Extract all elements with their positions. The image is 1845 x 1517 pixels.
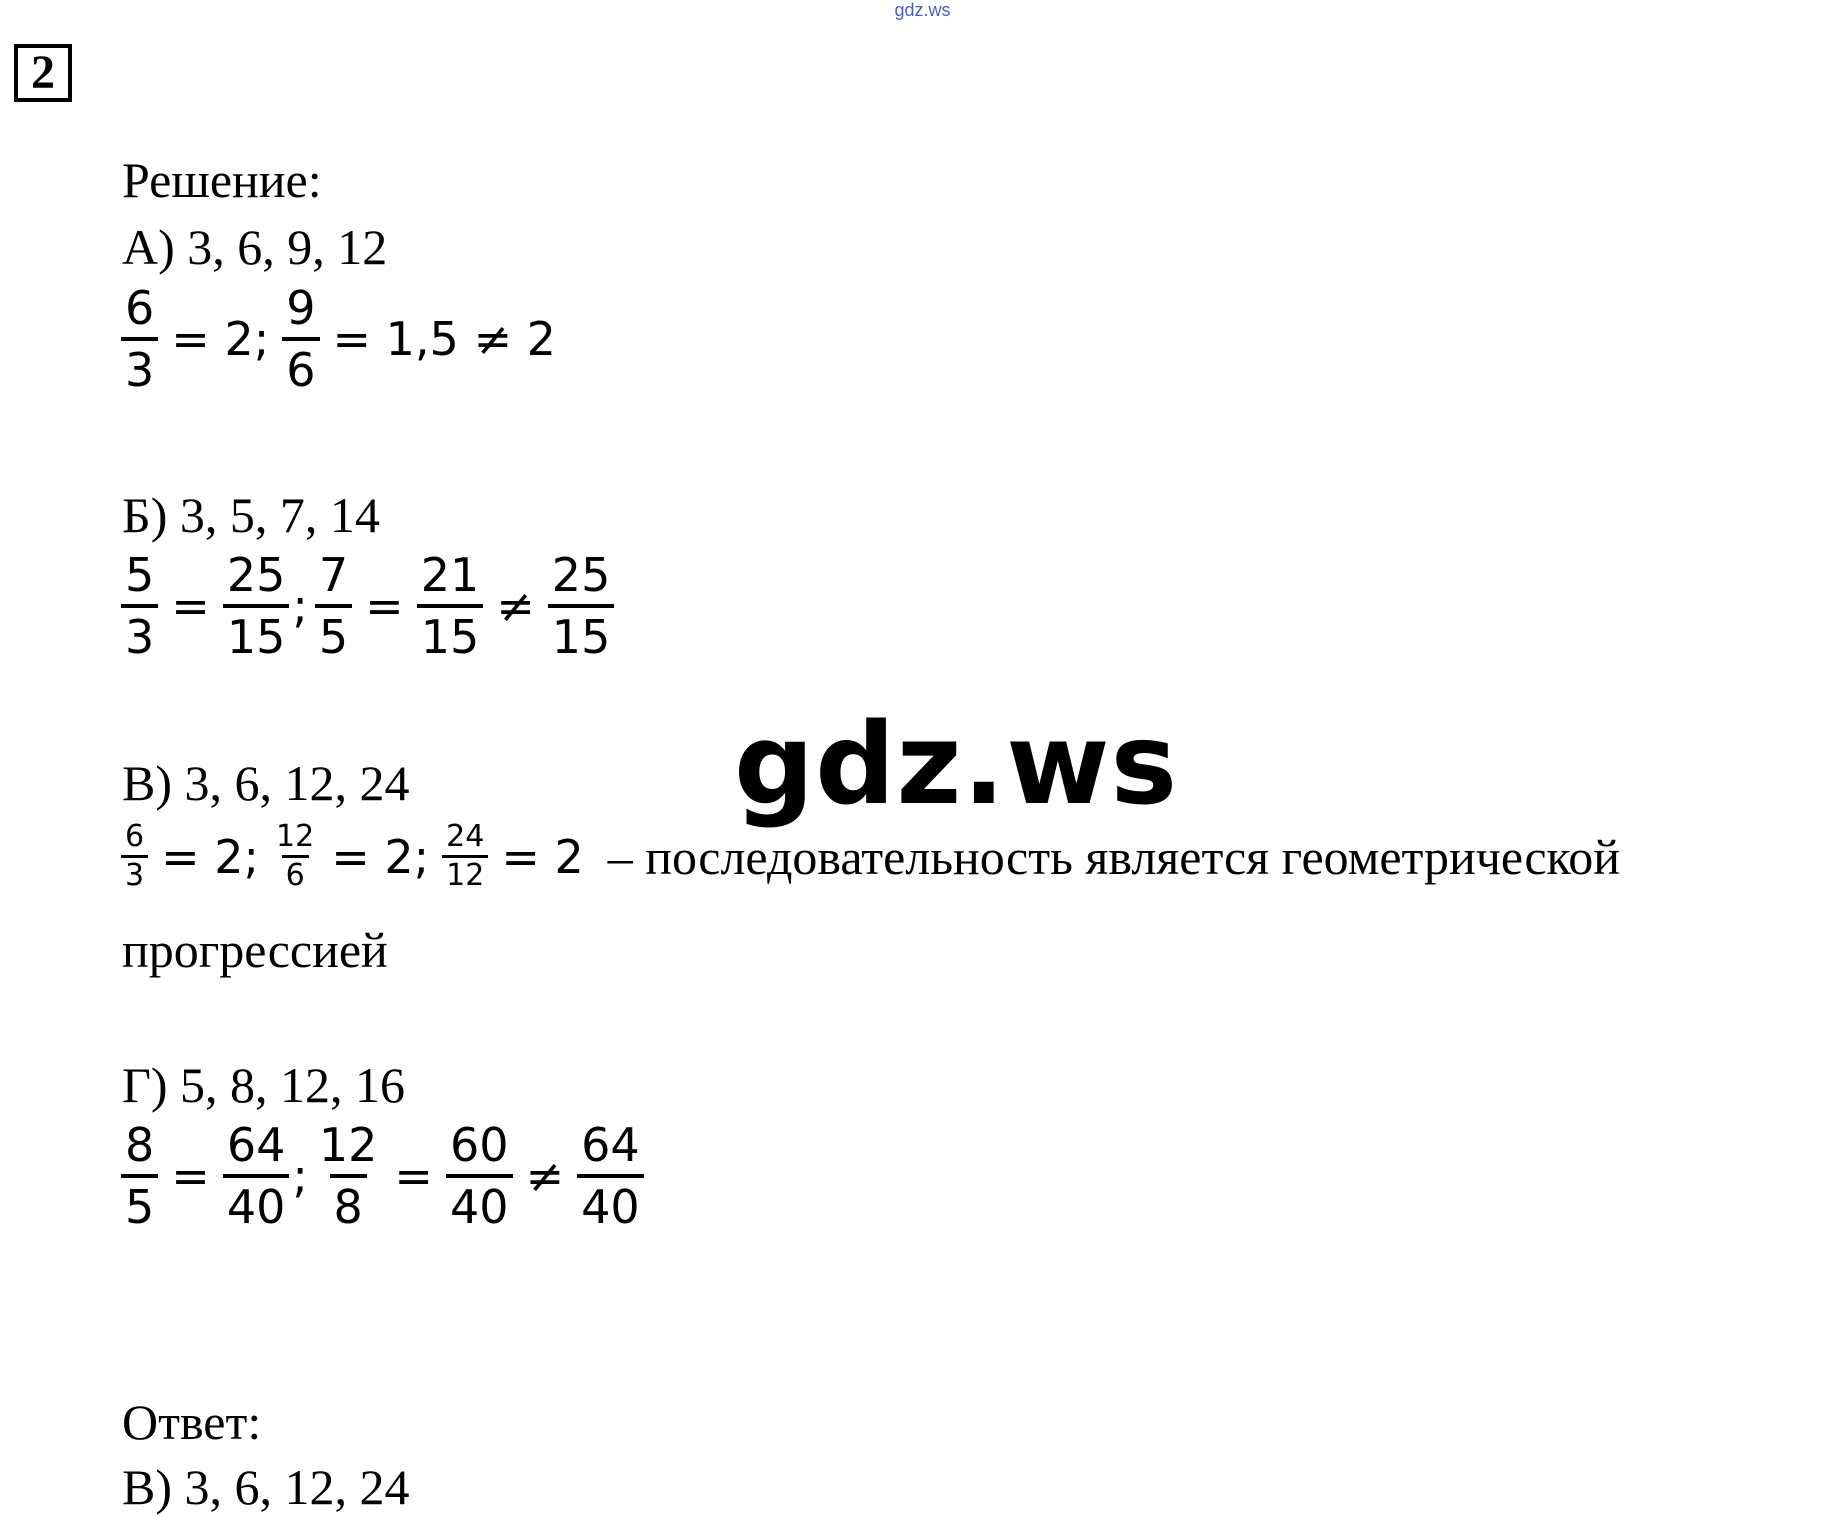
denominator: 15 bbox=[223, 604, 290, 660]
part-d-header: Г) 5, 8, 12, 16 bbox=[122, 1057, 406, 1113]
part-b-header: Б) 3, 5, 7, 14 bbox=[122, 487, 380, 543]
numerator: 6 bbox=[125, 281, 155, 335]
fraction bbox=[548, 548, 615, 664]
math-text: = 2 bbox=[501, 829, 584, 884]
equals-sign: = bbox=[171, 579, 210, 633]
denominator: 6 bbox=[282, 337, 319, 393]
fraction bbox=[121, 819, 148, 893]
fraction bbox=[121, 548, 158, 664]
numerator: 25 bbox=[551, 548, 611, 602]
denominator: 3 bbox=[121, 604, 158, 660]
watermark: gdz.ws bbox=[734, 700, 1179, 830]
site-label: gdz.ws bbox=[894, 0, 951, 20]
task-number: 2 bbox=[31, 46, 55, 99]
denominator: 40 bbox=[577, 1174, 644, 1230]
numerator: 9 bbox=[286, 281, 316, 335]
denominator: 3 bbox=[121, 855, 148, 891]
fraction bbox=[121, 281, 158, 397]
denominator: 12 bbox=[442, 855, 488, 891]
fraction bbox=[446, 1118, 513, 1234]
not-equal-sign: ≠ bbox=[525, 1149, 565, 1203]
fraction bbox=[282, 281, 319, 397]
fraction bbox=[272, 819, 318, 893]
part-c-equation bbox=[118, 819, 1621, 893]
fraction bbox=[315, 1118, 382, 1234]
fraction bbox=[223, 548, 290, 664]
numerator: 60 bbox=[449, 1118, 509, 1172]
separator: ; bbox=[292, 579, 308, 633]
denominator: 8 bbox=[330, 1174, 367, 1230]
task-number-box bbox=[14, 44, 72, 102]
solution-heading: Решение: bbox=[122, 152, 322, 208]
fraction bbox=[417, 548, 484, 664]
denominator: 15 bbox=[417, 604, 484, 660]
denominator: 6 bbox=[282, 855, 309, 891]
numerator: 25 bbox=[226, 548, 286, 602]
conclusion-continued: прогрессией bbox=[122, 922, 388, 978]
numerator: 64 bbox=[226, 1118, 286, 1172]
math-text: = 1,5 ≠ 2 bbox=[332, 312, 556, 366]
denominator: 40 bbox=[446, 1174, 513, 1230]
numerator: 6 bbox=[125, 819, 145, 854]
fraction bbox=[577, 1118, 644, 1234]
denominator: 5 bbox=[315, 604, 352, 660]
math-text: = 2; bbox=[161, 829, 260, 884]
equals-sign: = bbox=[171, 1149, 210, 1203]
numerator: 24 bbox=[446, 819, 485, 854]
denominator: 40 bbox=[223, 1174, 290, 1230]
numerator: 5 bbox=[125, 548, 155, 602]
fraction bbox=[121, 1118, 158, 1234]
denominator: 15 bbox=[548, 604, 615, 660]
math-text: = 2; bbox=[171, 312, 270, 366]
denominator: 3 bbox=[121, 337, 158, 393]
fraction bbox=[442, 819, 488, 893]
part-a-equation bbox=[118, 281, 566, 397]
not-equal-sign: ≠ bbox=[496, 579, 535, 633]
conclusion-text: – последовательность является геометрической bbox=[607, 828, 1621, 885]
part-c-header: В) 3, 6, 12, 24 bbox=[122, 755, 410, 811]
equals-sign: = bbox=[394, 1149, 433, 1203]
fraction bbox=[223, 1118, 290, 1234]
answer-heading: Ответ: bbox=[122, 1394, 262, 1450]
equals-sign: = bbox=[365, 579, 404, 633]
fraction bbox=[315, 548, 352, 664]
part-b-equation bbox=[118, 548, 617, 664]
numerator: 7 bbox=[318, 548, 349, 602]
numerator: 8 bbox=[125, 1118, 155, 1172]
denominator: 5 bbox=[121, 1174, 158, 1230]
math-text: = 2; bbox=[331, 829, 430, 884]
numerator: 12 bbox=[318, 1118, 378, 1172]
numerator: 21 bbox=[420, 548, 480, 602]
numerator: 12 bbox=[276, 819, 315, 854]
separator: ; bbox=[292, 1149, 308, 1203]
part-d-equation bbox=[118, 1118, 647, 1234]
numerator: 64 bbox=[581, 1118, 640, 1172]
answer-value: В) 3, 6, 12, 24 bbox=[122, 1459, 410, 1515]
part-a-header: А) 3, 6, 9, 12 bbox=[122, 219, 388, 275]
